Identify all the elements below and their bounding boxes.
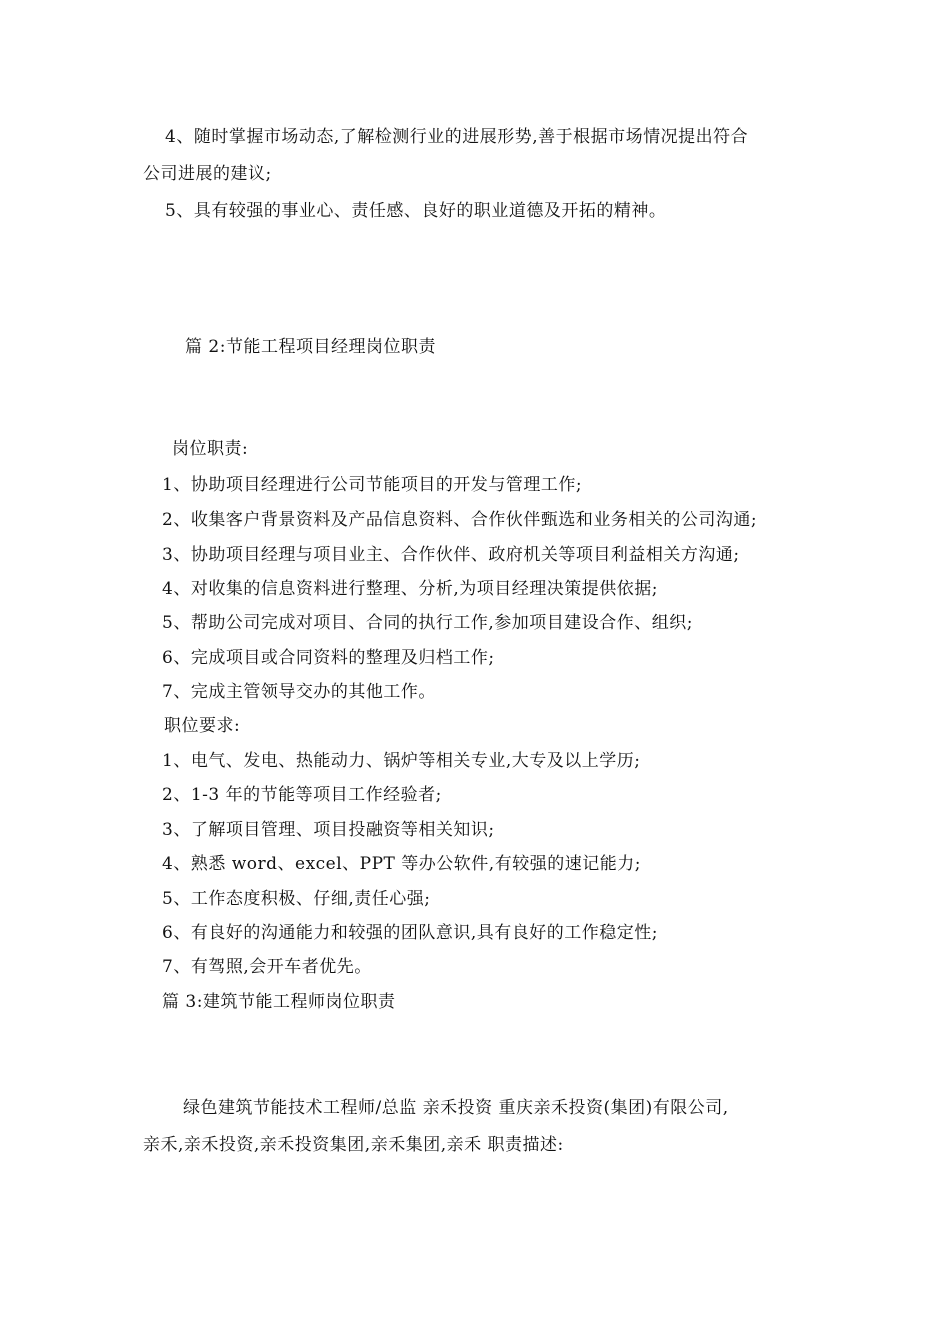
section2-title: 篇 2:节能工程项目经理岗位职责 — [185, 337, 436, 357]
section1-item5: 5、具有较强的事业心、责任感、良好的职业道德及开拓的精神。 — [165, 201, 667, 221]
duty-item-5: 5、帮助公司完成对项目、合同的执行工作,参加项目建设合作、组织; — [162, 613, 693, 633]
duty-item-3: 3、协助项目经理与项目业主、合作伙伴、政府机关等项目利益相关方沟通; — [162, 545, 740, 565]
section3-para-line2: 亲禾,亲禾投资,亲禾投资集团,亲禾集团,亲禾 职责描述: — [143, 1135, 564, 1155]
requirement-item-4: 4、熟悉 word、excel、PPT 等办公软件,有较强的速记能力; — [162, 854, 641, 874]
section3-para-line1: 绿色建筑节能技术工程师/总监 亲禾投资 重庆亲禾投资(集团)有限公司, — [183, 1098, 729, 1118]
duty-item-4: 4、对收集的信息资料进行整理、分析,为项目经理决策提供依据; — [162, 579, 658, 599]
section1-item4-line1: 4、随时掌握市场动态,了解检测行业的进展形势,善于根据市场情况提出符合 — [165, 127, 749, 147]
requirement-item-5: 5、工作态度积极、仔细,责任心强; — [162, 889, 431, 909]
requirement-item-6: 6、有良好的沟通能力和较强的团队意识,具有良好的工作稳定性; — [162, 923, 658, 943]
requirement-item-2: 2、1-3 年的节能等项目工作经验者; — [162, 785, 442, 805]
section2-duties-heading: 岗位职责: — [172, 439, 249, 459]
duty-item-2: 2、收集客户背景资料及产品信息资料、合作伙伴甄选和业务相关的公司沟通; — [162, 510, 758, 530]
section2-requirements-heading: 职位要求: — [164, 716, 241, 736]
duty-item-1: 1、协助项目经理进行公司节能项目的开发与管理工作; — [162, 475, 583, 495]
section1-item4-line2: 公司进展的建议; — [143, 164, 272, 184]
requirement-item-7: 7、有驾照,会开车者优先。 — [162, 957, 372, 977]
section3-title: 篇 3:建筑节能工程师岗位职责 — [162, 992, 396, 1012]
requirement-item-3: 3、了解项目管理、项目投融资等相关知识; — [162, 820, 495, 840]
duty-item-6: 6、完成项目或合同资料的整理及归档工作; — [162, 648, 495, 668]
requirement-item-1: 1、电气、发电、热能动力、锅炉等相关专业,大专及以上学历; — [162, 751, 641, 771]
duty-item-7: 7、完成主管领导交办的其他工作。 — [162, 682, 436, 702]
